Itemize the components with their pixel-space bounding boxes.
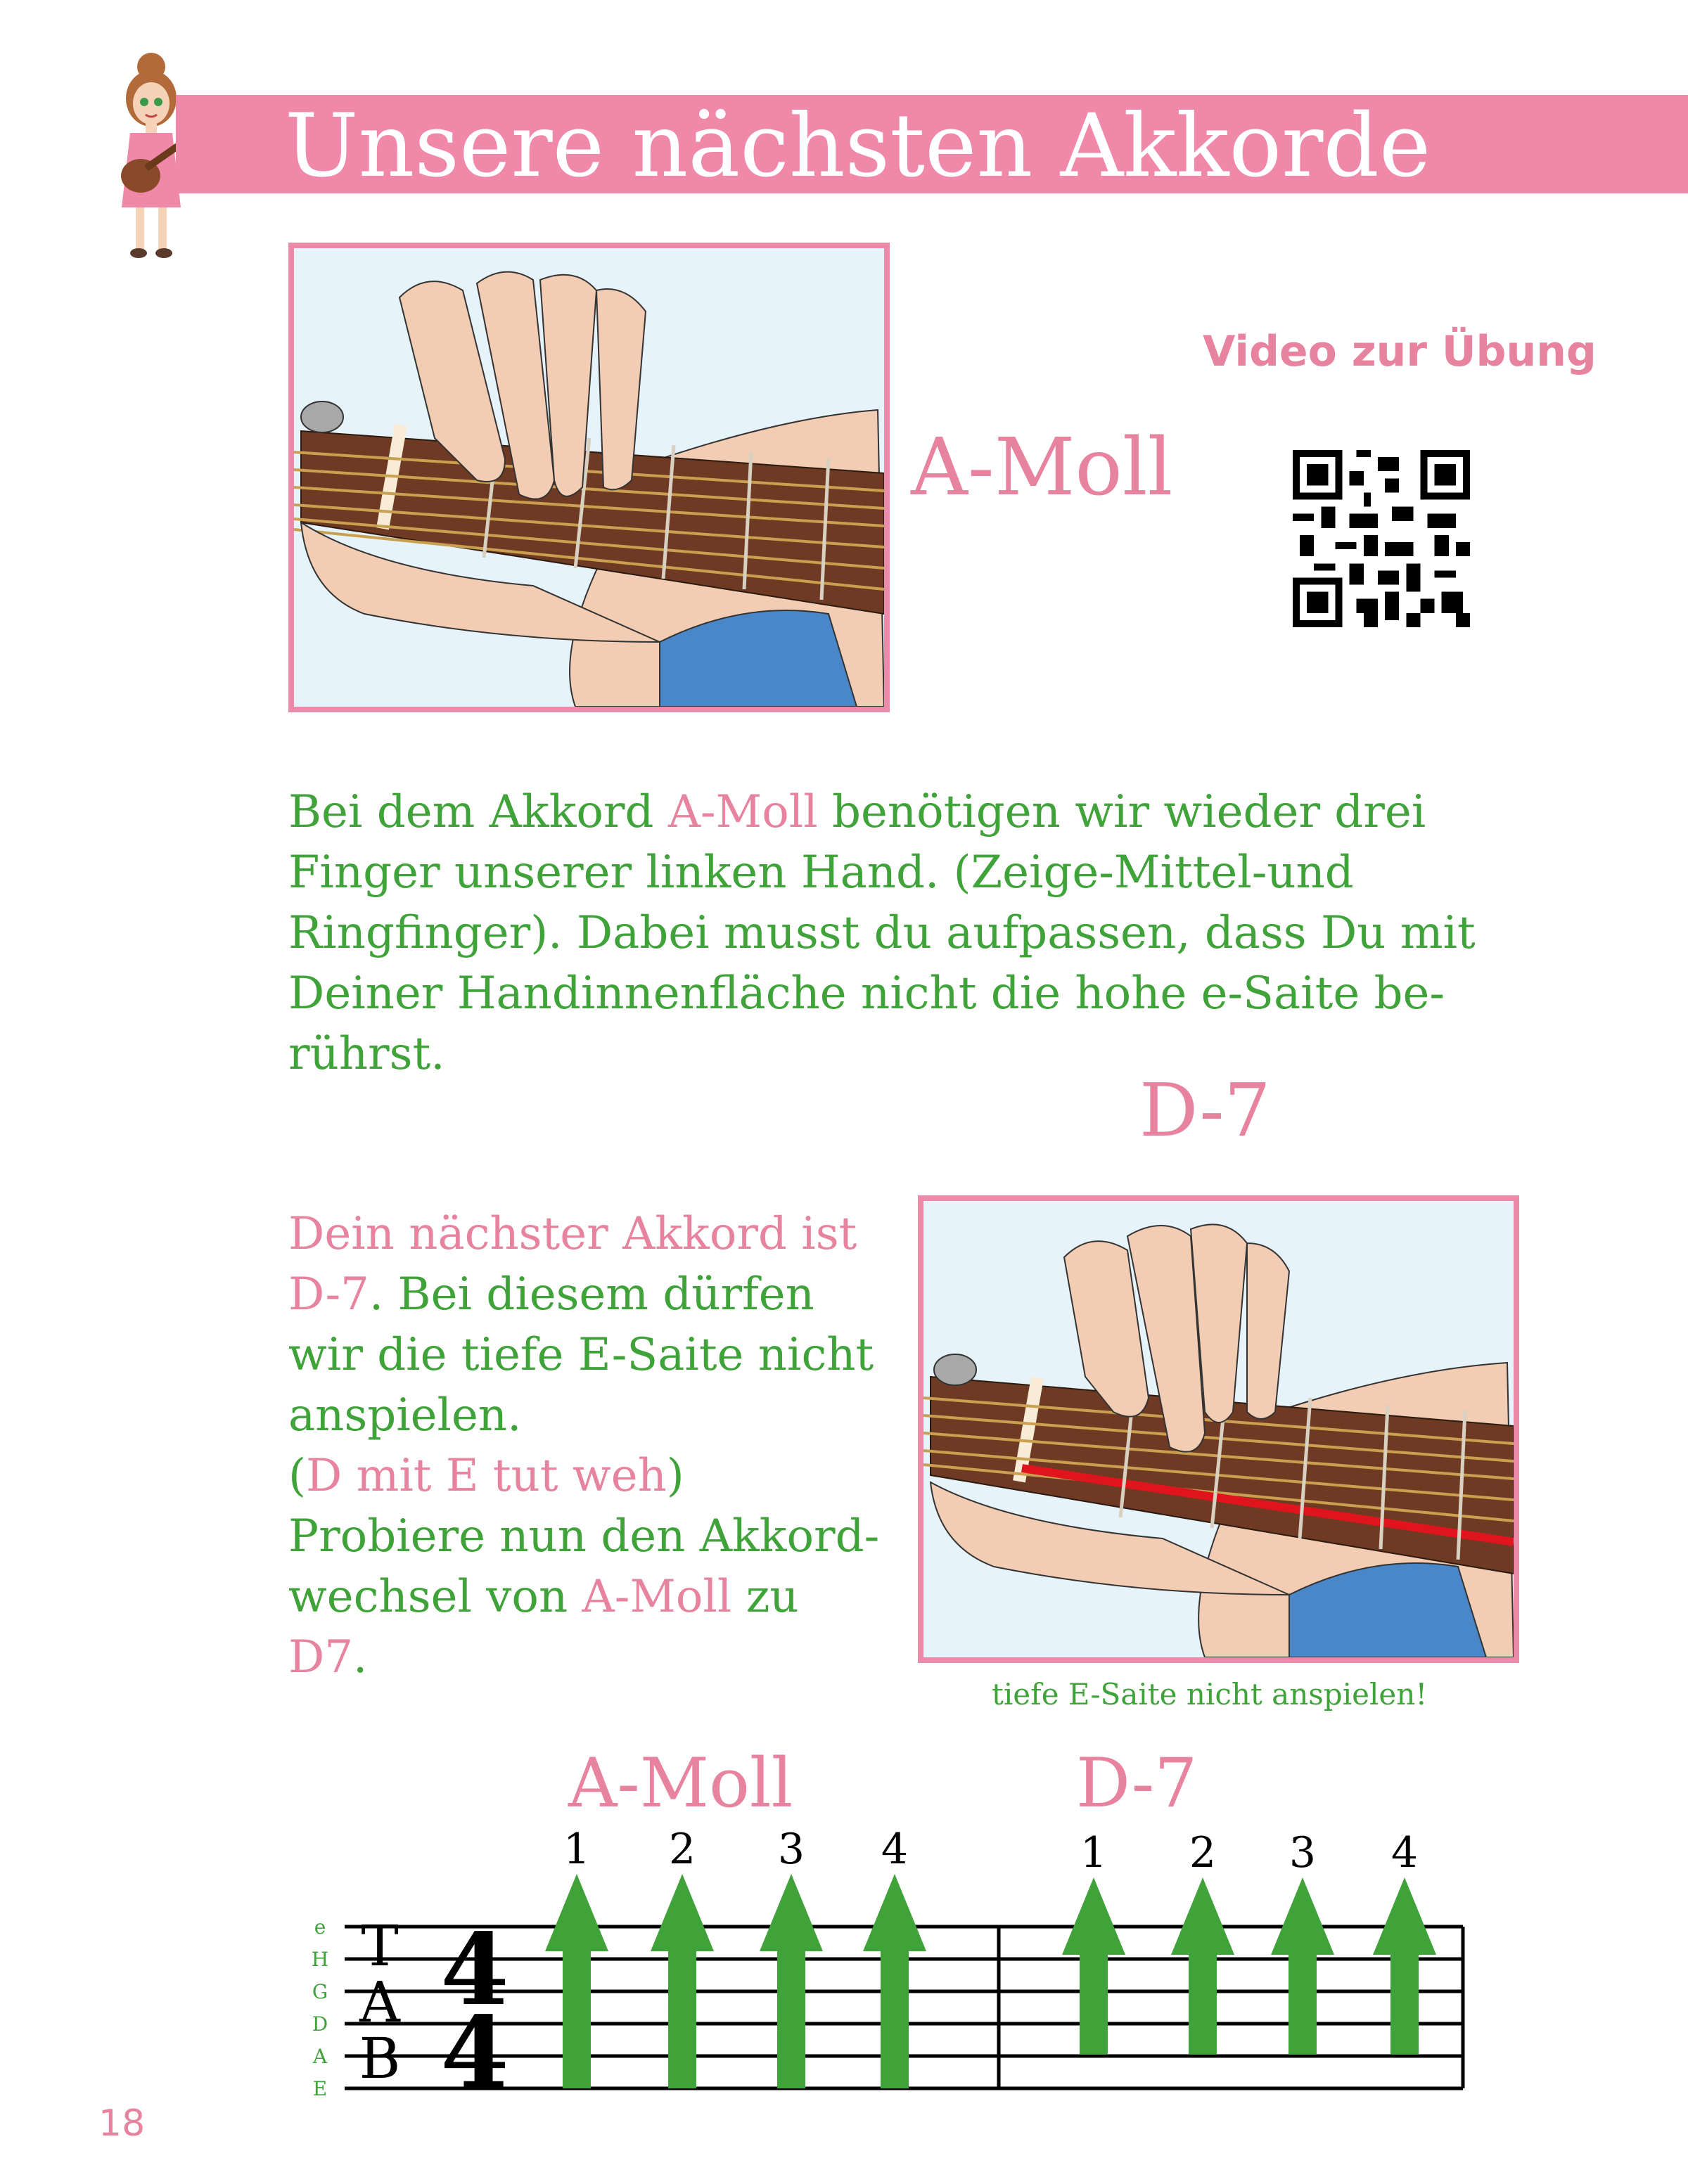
- amoll-description: [288, 782, 1484, 1084]
- d7-text: Dein nächster Akkord ist: [288, 1208, 857, 1260]
- d7-text: anspielen.: [288, 1389, 522, 1441]
- tab-string-name: G: [312, 1980, 328, 2003]
- beat-number: 4: [1390, 1828, 1419, 1877]
- d7-text: D mit E tut weh: [305, 1450, 667, 1502]
- amoll-text-part1: Bei dem Akkord: [288, 786, 668, 838]
- time-signature-digit: 4: [440, 1913, 509, 2028]
- beat-number: 1: [1080, 1828, 1108, 1877]
- strum-down-arrow-icon: [1171, 1877, 1234, 2055]
- tab-chord-label-amoll: A-Moll: [568, 1744, 793, 1823]
- amoll-text-highlight: A-Moll: [667, 786, 818, 838]
- strum-down-arrow-icon: [1062, 1877, 1125, 2055]
- beat-number: 2: [1189, 1828, 1217, 1877]
- d7-text: (: [288, 1450, 306, 1502]
- qr-code-icon[interactable]: [1293, 450, 1470, 627]
- page-title: Unsere nächsten Akkorde: [285, 96, 1431, 197]
- page-number: 18: [98, 2102, 146, 2145]
- beat-number: 3: [777, 1825, 805, 1874]
- amoll-chord-photo: [288, 243, 890, 712]
- photo-caption: tiefe E-Saite nicht anspielen!: [992, 1677, 1428, 1711]
- tab-string-name: e: [314, 1915, 326, 1939]
- d7-description: [288, 1204, 907, 1688]
- d7-text: wir die tiefe E-Saite nicht: [288, 1329, 874, 1381]
- d7-heading: D-7: [1139, 1067, 1271, 1153]
- d7-text: . Bei diesem dürfen: [369, 1268, 814, 1321]
- d7-text: zu: [731, 1571, 799, 1623]
- strum-down-arrow-icon: [1373, 1877, 1436, 2055]
- video-label: Video zur Übung: [1203, 327, 1597, 376]
- amoll-text-part2: benötigen wir wieder drei Finger unserer linken Hand. (Zeige-Mittel-und Ringfinger). Dabei musst du aufpassen, dass Du mit Deiner Handinnenfläche nicht die hohe e-Saite be-rührst.: [288, 786, 1476, 1080]
- tab-chord-label-d7: D-7: [1076, 1744, 1198, 1823]
- d7-text: D-7: [288, 1268, 369, 1321]
- d7-text: wechsel von: [288, 1571, 582, 1623]
- d7-chord-photo: [918, 1195, 1519, 1663]
- tab-clef-letter: A: [359, 1970, 400, 2035]
- tab-clef-letter: T: [361, 1913, 399, 1979]
- tab-string-name: D: [312, 2012, 328, 2036]
- tab-string-name: A: [312, 2045, 328, 2068]
- beat-number: 3: [1289, 1828, 1317, 1877]
- beat-number: 2: [668, 1825, 696, 1874]
- d7-text: ): [666, 1450, 684, 1502]
- amoll-heading: A-Moll: [911, 422, 1173, 513]
- strum-down-arrow-icon: [1271, 1877, 1334, 2055]
- d7-text: A-Moll: [582, 1571, 732, 1623]
- beat-number: 4: [881, 1825, 909, 1874]
- tab-string-name: H: [311, 1948, 329, 1971]
- time-signature-digit: 4: [440, 1996, 509, 2109]
- d7-text: .: [353, 1631, 368, 1683]
- d7-text: Probiere nun den Akkord-: [288, 1510, 880, 1562]
- tab-string-name: E: [312, 2077, 328, 2100]
- tab-staff: [295, 1814, 1505, 2109]
- tab-clef-letter: B: [359, 2026, 401, 2091]
- d7-text: D7: [288, 1631, 354, 1683]
- beat-number: 1: [563, 1825, 591, 1874]
